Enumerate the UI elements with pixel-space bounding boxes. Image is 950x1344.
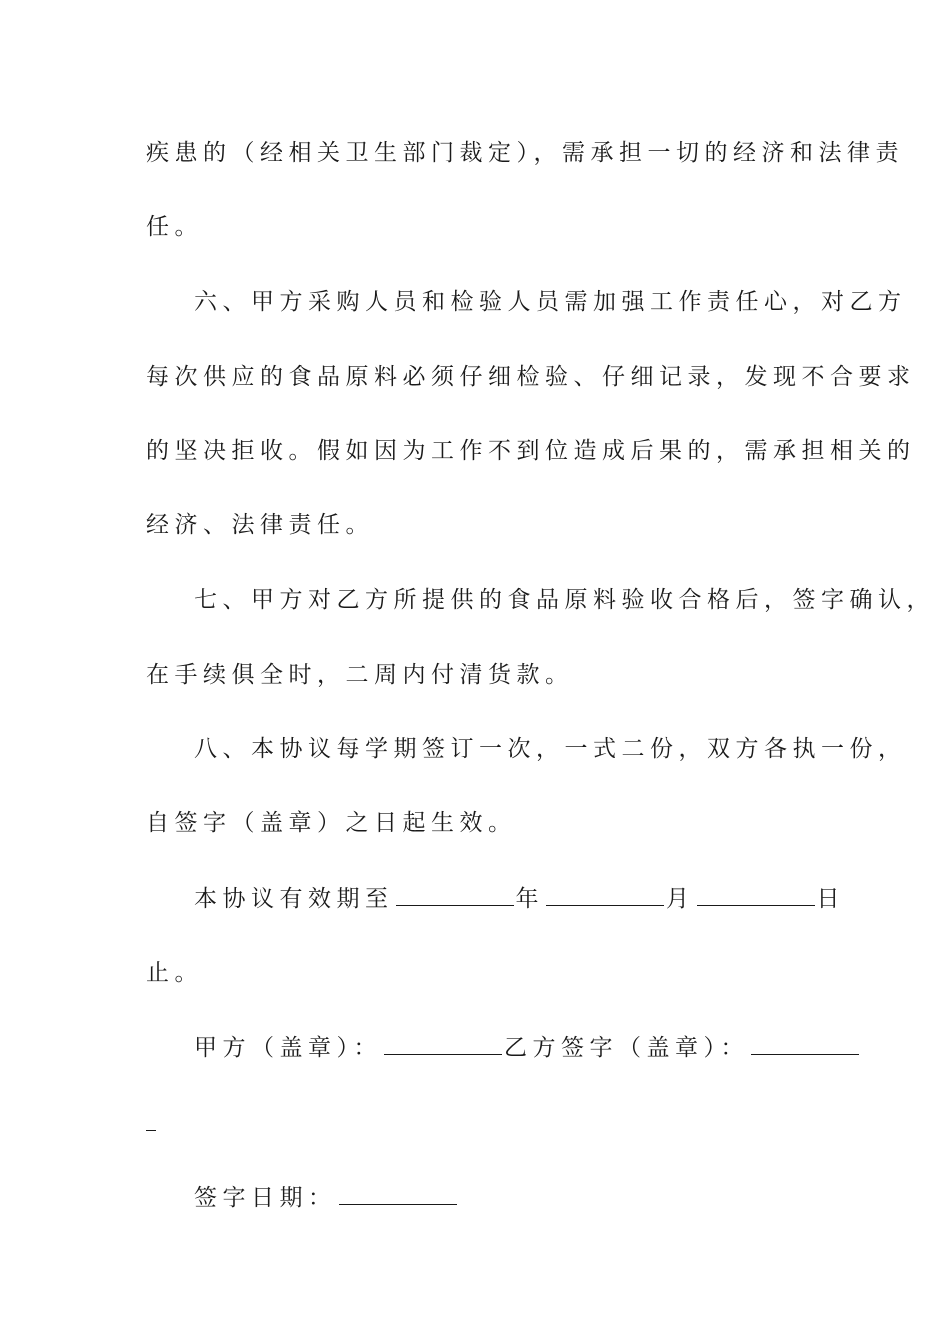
- sign-date-line: [194, 1182, 459, 1213]
- party-b-blank[interactable]: [751, 1032, 859, 1055]
- paragraph-line-1: 疾患的（经相关卫生部门裁定），需承担一切的经济和法律责: [146, 140, 904, 166]
- sign-date-blank[interactable]: [339, 1182, 457, 1205]
- day-blank[interactable]: [697, 883, 815, 906]
- validity-end: 止。: [146, 960, 203, 986]
- clause-seven-line-1: 七、甲方对乙方所提供的食品原料验收合格后，签字确认，: [194, 587, 935, 613]
- clause-six-line-2: 每次供应的食品原料必须仔细检验、仔细记录，发现不合要求: [146, 364, 916, 390]
- signature-line: [194, 1032, 861, 1063]
- clause-eight-line-2: 自签字（盖章）之日起生效。: [146, 810, 517, 836]
- validity-prefix: 本协议有效期至: [194, 886, 394, 912]
- validity-line: [194, 883, 845, 914]
- party-b-label: 乙方签字（盖章）：: [504, 1035, 749, 1061]
- party-a-blank[interactable]: [384, 1032, 502, 1055]
- clause-eight-line-1: 八、本协议每学期签订一次，一式二份，双方各执一份，: [194, 736, 907, 762]
- year-blank[interactable]: [396, 883, 514, 906]
- day-label: 日: [816, 886, 845, 912]
- party-b-blank-continued: [146, 1130, 156, 1131]
- party-a-label: 甲方（盖章）：: [194, 1035, 382, 1061]
- sign-date-label: 签字日期：: [194, 1185, 337, 1211]
- paragraph-line-2: 任。: [146, 214, 203, 240]
- clause-six-line-1: 六、甲方采购人员和检验人员需加强工作责任心，对乙方: [194, 289, 907, 315]
- clause-six-line-4: 经济、法律责任。: [146, 512, 374, 538]
- month-label: 月: [666, 886, 695, 912]
- clause-seven-line-2: 在手续俱全时，二周内付清货款。: [146, 662, 574, 688]
- clause-six-line-3: 的坚决拒收。假如因为工作不到位造成后果的，需承担相关的: [146, 438, 916, 464]
- year-label: 年: [515, 886, 544, 912]
- month-blank[interactable]: [546, 883, 664, 906]
